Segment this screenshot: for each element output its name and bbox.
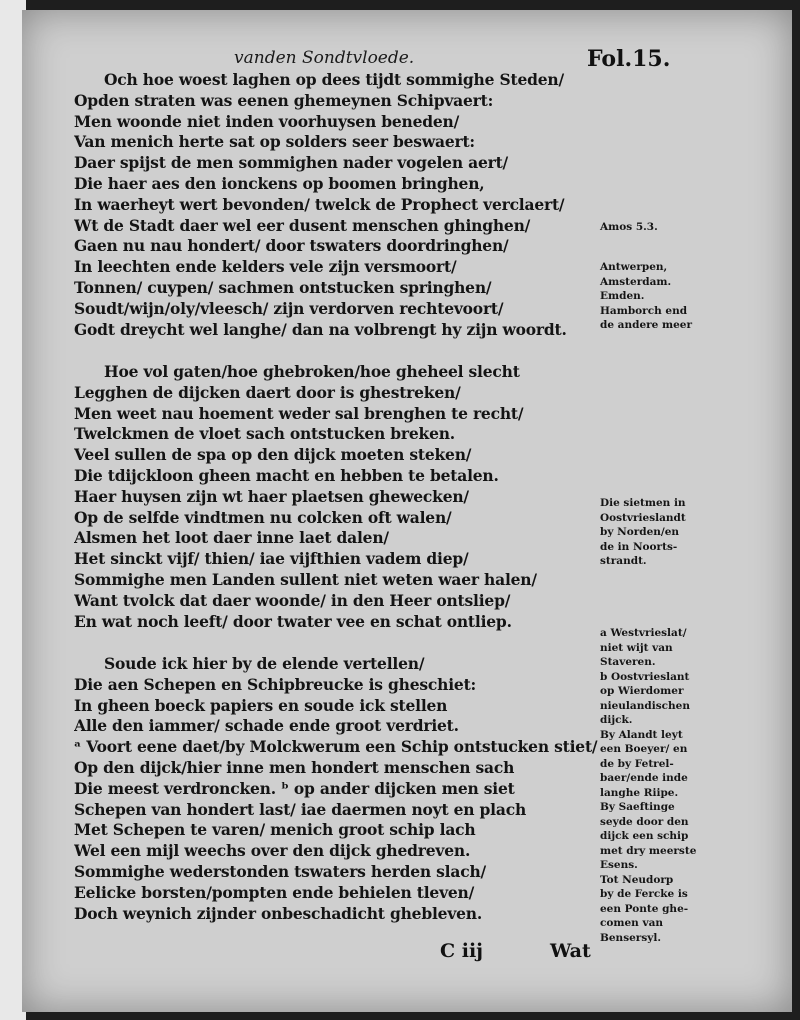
verse-line: Schepen van hondert last/ iae daermen noyt en plach: [74, 799, 527, 819]
side-note-line: baer/ende inde: [600, 772, 688, 784]
verse-line: Van menich herte sat op solders seer beswaert:: [74, 132, 475, 152]
verse-line: Opden straten was eenen ghemeynen Schipvaert:: [74, 90, 494, 110]
side-note-line: een Boeyer/ en: [600, 743, 688, 755]
verse-line: Doch weynich zijnder onbeschadicht ghebleven.: [74, 903, 483, 923]
signature-mark: C iij: [440, 940, 484, 962]
verse-line: Godt dreycht wel langhe/ dan na volbrengt hy zijn woordt.: [74, 319, 567, 339]
verse-line: Op de selfde vindtmen nu colcken oft walen/: [74, 507, 452, 527]
side-note-line: dijck een schip: [600, 830, 689, 842]
verse-line: Alle den iammer/ schade ende groot verdriet.: [74, 716, 459, 736]
catchword: Wat: [550, 940, 591, 962]
stanza-1: [74, 70, 614, 340]
verse-line: Men woonde niet inden voorhuysen beneden/: [74, 111, 460, 131]
folio-number: Fol.15.: [587, 46, 671, 72]
verse-line: Hoe vol gaten/hoe ghebroken/hoe gheheel slecht: [104, 362, 520, 381]
verse-line: En wat noch leeft/ door twater vee en schat ontliep.: [74, 611, 512, 631]
verse-line: Soudt/wijn/oly/vleesch/ zijn verdorven rechtevoort/: [74, 298, 504, 318]
verse-line: In gheen boeck papiers en soude ick stellen: [74, 695, 448, 715]
side-note-line: comen van: [600, 917, 664, 929]
verse-line: Die meest verdroncken. ᵇ op ander dijcken men siet: [74, 778, 515, 798]
verse-line: Want tvolck dat daer woonde/ in den Heer ontsliep/: [74, 590, 511, 610]
verse-line: Het sinckt vijf/ thien/ iae vijfthien vadem diep/: [74, 549, 469, 569]
verse-line: Haer huysen zijn wt haer plaetsen ghewecken/: [74, 486, 469, 506]
verse-line: ᵃ Voort eene daet/by Molckwerum een Schip ontstucken stiet/: [74, 737, 598, 757]
side-note-line: nieulandischen: [600, 699, 690, 712]
side-note-line: Esens.: [600, 859, 638, 871]
stanza-3: [74, 654, 614, 924]
verse-line: Gaen nu nau hondert/ door tswaters doordringhen/: [74, 236, 509, 256]
verse-line: Legghen de dijcken daert door is ghestreken/: [74, 382, 461, 402]
side-note-line: b Oostvrieslant: [600, 670, 690, 683]
verse-line: In leechten ende kelders vele zijn versmoort/: [74, 257, 457, 277]
verse-line: Men weet nau hoement weder sal brenghen te recht/: [74, 403, 524, 423]
running-title: vanden Sondtvloede.: [234, 48, 415, 68]
side-note-line: seyde door den: [600, 815, 689, 828]
verse-line: Twelckmen de vloet sach ontstucken breken.: [74, 424, 456, 444]
side-note-line: Die sietmen in: [600, 497, 686, 509]
side-note-line: op Wierdomer: [600, 685, 684, 697]
verse-line: Och hoe woest laghen op dees tijdt sommighe Steden/: [104, 70, 564, 89]
side-note-line: de in Noorts-: [600, 540, 678, 553]
verse-line: Wel een mijl weechs over den dijck ghedreven.: [74, 841, 471, 861]
side-note-line: Amos 5.3.: [600, 221, 658, 233]
verse-line: Die aen Schepen en Schipbreucke is gheschiet:: [74, 674, 477, 694]
side-note-line: Oostvrieslandt: [600, 511, 686, 524]
verse-line: Die haer aes den ionckens op boomen bringhen,: [74, 173, 485, 193]
side-note-line: Emden.: [600, 290, 645, 302]
side-note-line: de by Fetrel-: [600, 757, 674, 770]
verse-line: Sommighe wederstonden tswaters herden slach/: [74, 861, 486, 881]
side-note-3: [600, 496, 720, 569]
book-page: [22, 10, 792, 1012]
side-note-line: Antwerpen,: [600, 261, 668, 273]
side-note-line: Tot Neudorp: [600, 873, 674, 886]
verse-line: Met Schepen te varen/ menich groot schip lach: [74, 820, 476, 840]
side-note-line: met dry meerste: [600, 844, 697, 857]
side-note-4: [600, 626, 720, 945]
side-note-line: een Ponte ghe-: [600, 902, 689, 915]
verse-line: Op den dijck/hier inne men hondert menschen sach: [74, 757, 515, 777]
verse-line: Wt de Stadt daer wel eer dusent menschen ghinghen/: [74, 215, 531, 235]
verse-line: Die tdijckloon gheen macht en hebben te betalen.: [74, 465, 499, 485]
side-note-line: Amsterdam.: [600, 275, 672, 288]
side-note-line: by Norden/en: [600, 526, 680, 538]
verse-line: Sommighe men Landen sullent niet weten waer halen/: [74, 569, 537, 589]
verse-line: Daer spijst de men sommighen nader vogelen aert/: [74, 153, 508, 173]
side-note-line: strandt.: [600, 555, 647, 567]
verse-line: In waerheyt wert bevonden/ twelck de Prophect verclaert/: [74, 194, 565, 214]
stanza-2: [74, 362, 614, 632]
verse-line: Eelicke borsten/pompten ende behielen tleven/: [74, 882, 475, 902]
verse-line: Tonnen/ cuypen/ sachmen ontstucken springhen/: [74, 277, 492, 297]
side-note-line: a Westvrieslat/: [600, 627, 687, 639]
side-note-line: dijck.: [600, 714, 633, 726]
side-note-line: de andere meer: [600, 319, 693, 331]
side-note-line: niet wijt van: [600, 641, 673, 654]
side-note-line: Staveren.: [600, 656, 656, 668]
verse-line: Veel sullen de spa op den dijck moeten steken/: [74, 445, 472, 465]
side-note-1: [600, 220, 720, 235]
side-note-2: [600, 260, 720, 333]
side-note-line: by de Fercke is: [600, 888, 688, 900]
side-note-line: Bensersyl.: [600, 931, 661, 944]
side-note-line: Hamborch end: [600, 304, 688, 317]
side-note-line: By Alandt leyt: [600, 728, 683, 741]
verse-line: Alsmen het loot daer inne laet dalen/: [74, 528, 389, 548]
side-note-line: langhe Riipe.: [600, 786, 679, 799]
side-note-line: By Saeftinge: [600, 801, 675, 813]
verse-line: Soude ick hier by de elende vertellen/: [104, 654, 425, 673]
